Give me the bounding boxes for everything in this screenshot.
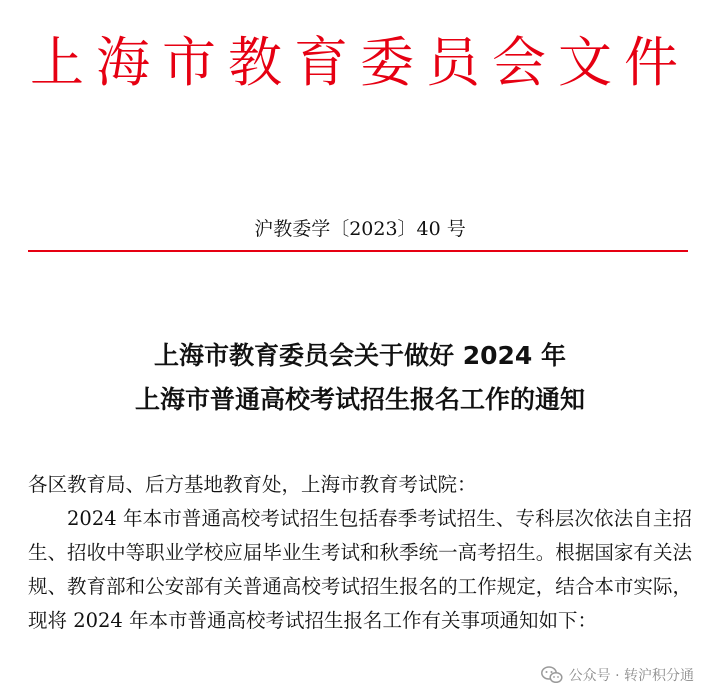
- watermark: [535, 663, 700, 687]
- body-paragraph: 2024 年本市普通高校考试招生包括春季考试招生、专科层次依法自主招生、招收中等职业学校应届毕业生考试和秋季统一高考招生。根据国家有关法规、教育部和公安部有关普通高校考试招生报名的工作规定，结合本市实际，现将 2024 年本市普通高校考试招生报名工作有关事项通知如下：: [28, 507, 692, 632]
- notice-title-line-2: 上海市普通高校考试招生报名工作的通知: [134, 385, 585, 414]
- wechat-icon: [541, 666, 563, 684]
- red-divider-line: [28, 250, 688, 252]
- notice-title-line-1: 上海市教育委员会关于做好 2024 年: [154, 341, 566, 370]
- document-number: 沪教委学〔2023〕40 号: [254, 218, 466, 240]
- letterhead-title: 上海市教育委员会文件: [30, 31, 690, 94]
- watermark-label: 公众号 · 转沪积分通: [568, 668, 694, 684]
- salutation: 各区教育局、后方基地教育处，上海市教育考试院：: [28, 473, 477, 496]
